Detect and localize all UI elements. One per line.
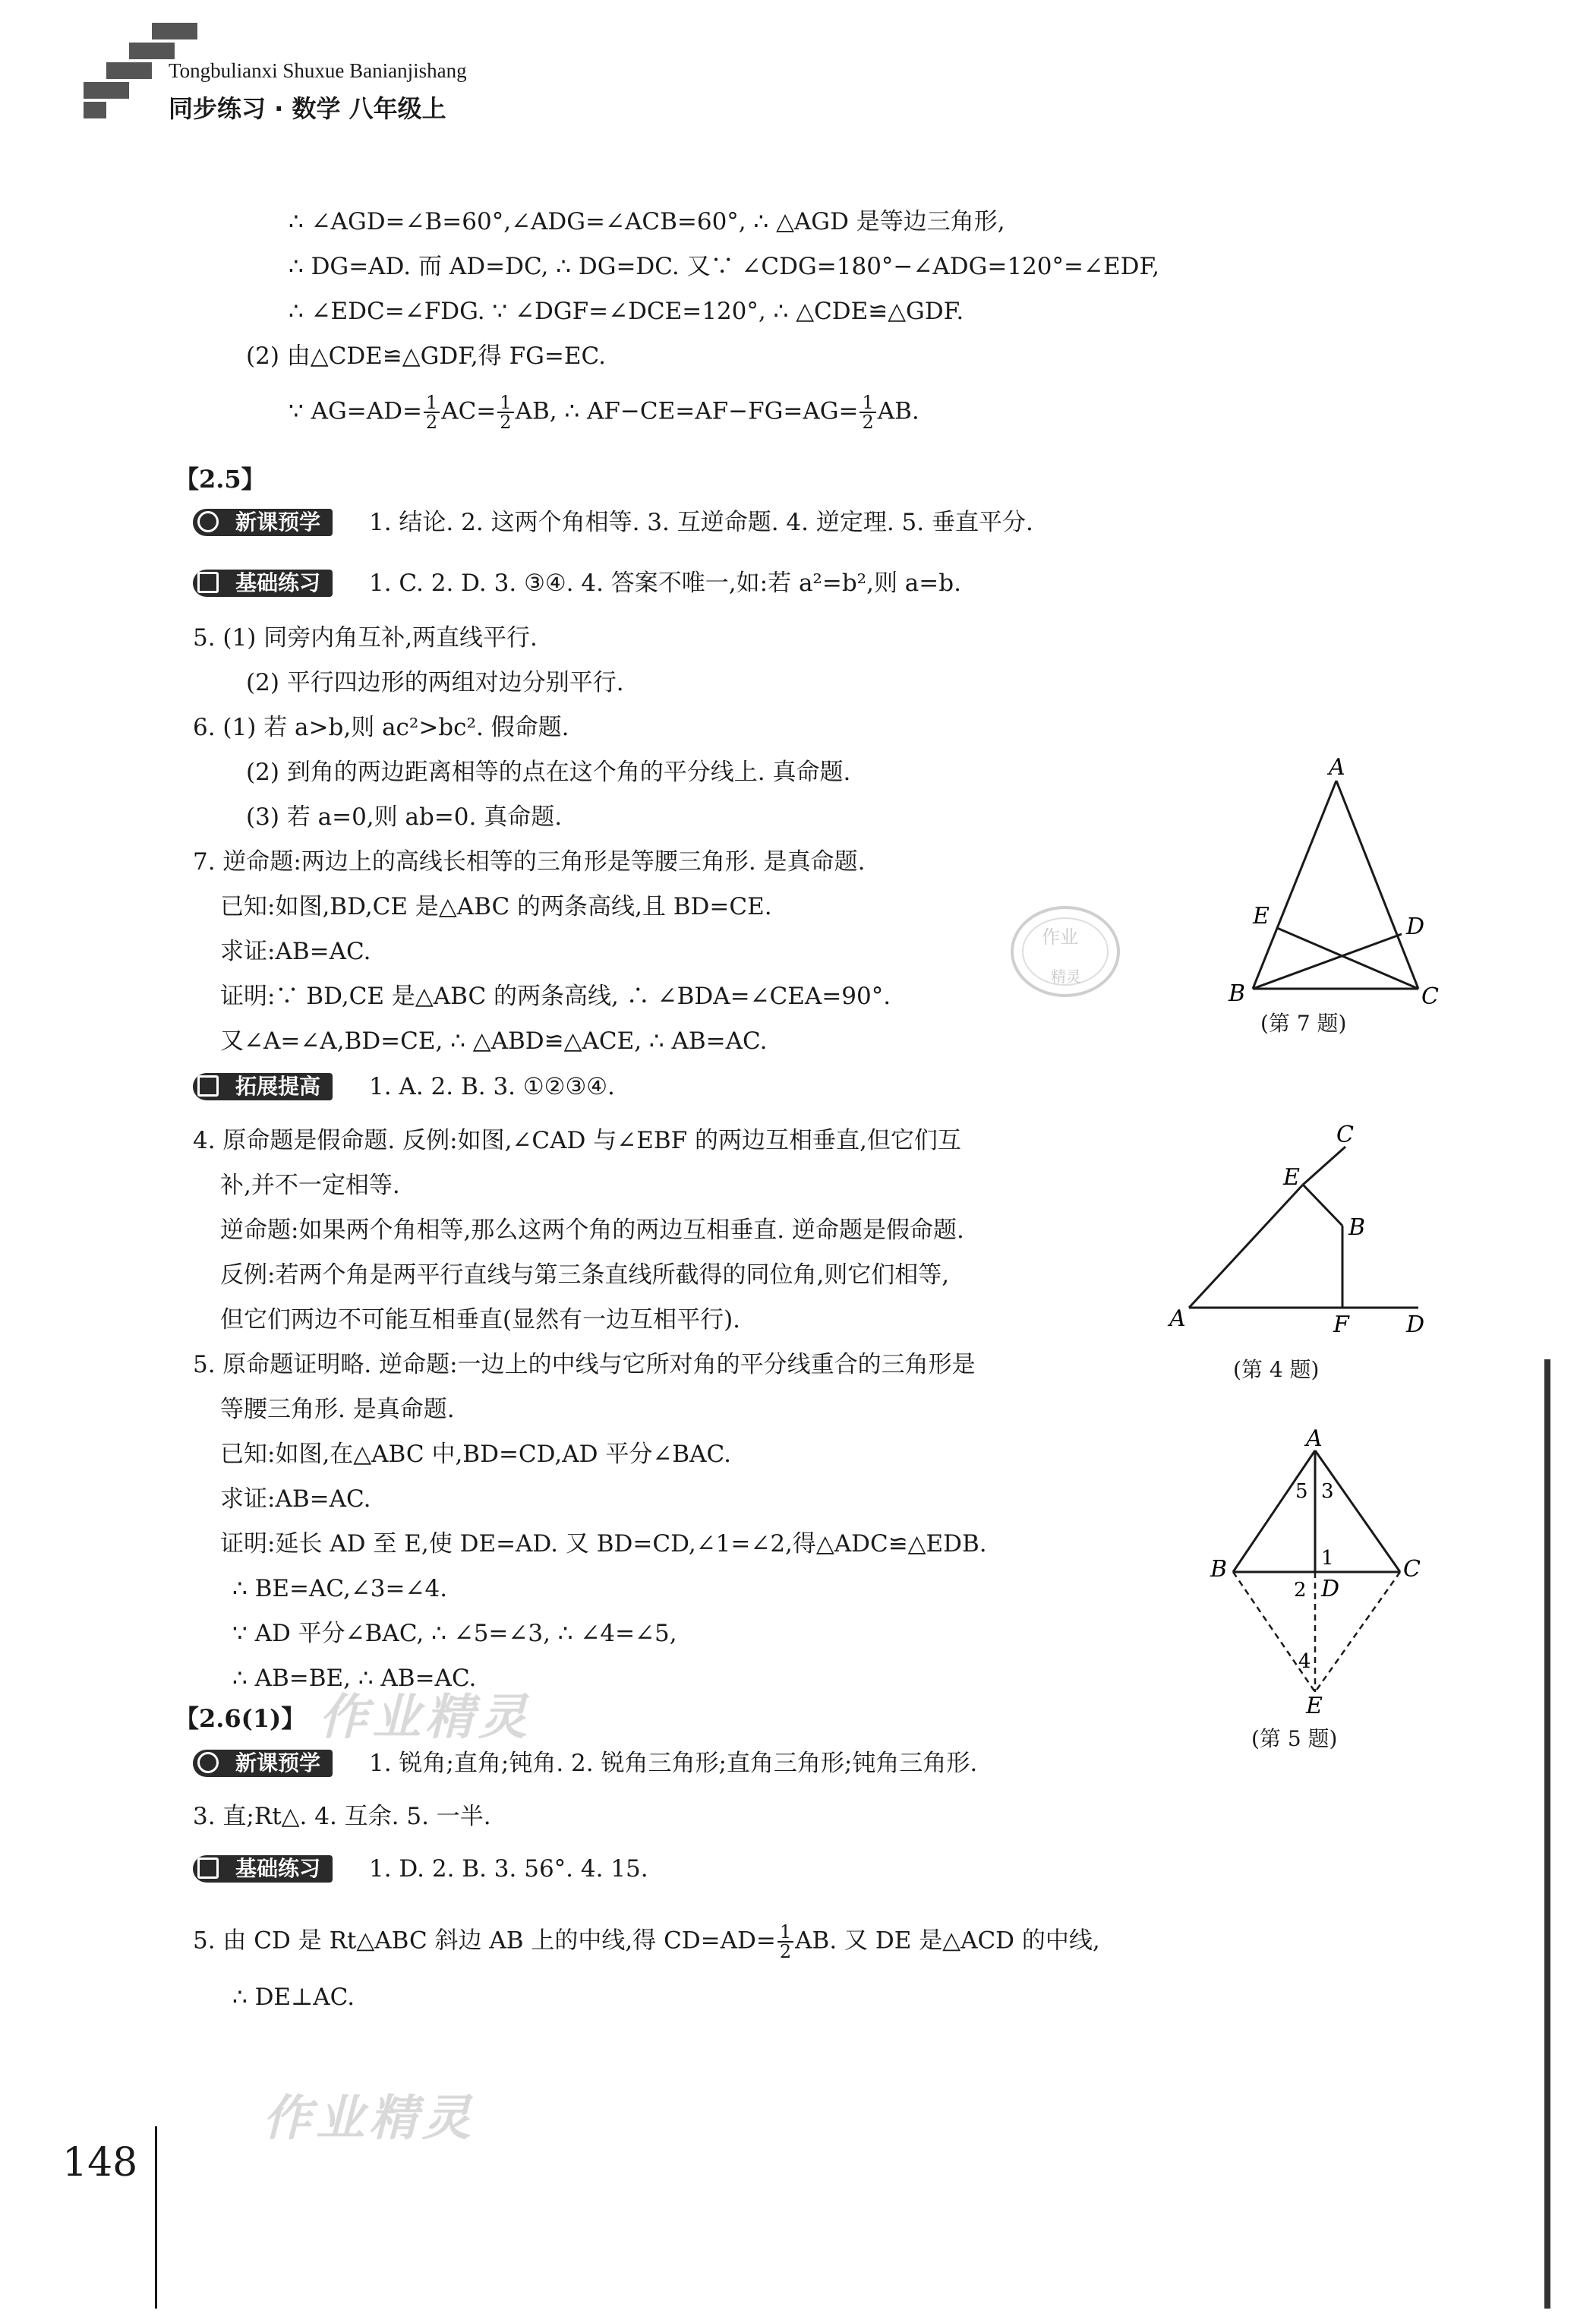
figure-label-1: 1	[1321, 1547, 1334, 1570]
text-line: 又∠A=∠A,BD=CE, ∴ △ABD≌△ACE, ∴ AB=AC.	[220, 1027, 768, 1055]
text-line: 3. 直;Rt△. 4. 互余. 5. 一半.	[193, 1803, 491, 1830]
badge-preview	[193, 1750, 333, 1777]
figure-label-4: 4	[1298, 1650, 1311, 1673]
text-line: ∴ ∠EDC=∠FDG. ∵ ∠DGF=∠DCE=120°, ∴ △CDE≌△GDF.	[289, 298, 964, 325]
book-icon	[197, 1857, 219, 1879]
figure-caption: (第 5 题)	[1251, 1726, 1338, 1751]
book-icon	[197, 572, 219, 593]
text-line: 1. D. 2. B. 3. 56°. 4. 15.	[369, 1855, 648, 1883]
text-line: 已知:如图,在△ABC 中,BD=CD,AD 平分∠BAC.	[220, 1441, 731, 1468]
clock-icon	[197, 1752, 219, 1773]
fraction-numerator: 1	[497, 393, 513, 413]
figure-label-3: 3	[1321, 1480, 1334, 1503]
figure-label-5: 5	[1295, 1480, 1308, 1503]
header-title: 同步练习 · 数学 八年级上	[169, 94, 446, 123]
book-icon	[197, 1075, 219, 1097]
section-title: 【2.5】	[175, 465, 266, 494]
clock-icon	[197, 511, 219, 532]
figure-label-2: 2	[1294, 1579, 1307, 1602]
fraction-denominator: 2	[779, 1941, 792, 1962]
text-line-fractions	[289, 393, 919, 431]
text-line: 1. C. 2. D. 3. ③④. 4. 答案不唯一,如:若 a²=b²,则 a=b.	[369, 570, 961, 597]
text-segment: AB.	[877, 397, 919, 425]
text-line: ∵ AD 平分∠BAC, ∴ ∠5=∠3, ∴ ∠4=∠5,	[232, 1620, 677, 1647]
text-line: 但它们两边不可能互相垂直(显然有一边互相平行).	[220, 1306, 741, 1334]
text-line: ∴ DE⊥AC.	[232, 1984, 355, 2011]
text-line: 7. 逆命题:两边上的高线长相等的三角形是等腰三角形. 是真命题.	[193, 848, 866, 876]
text-segment: AC=	[441, 397, 497, 425]
text-line: 1. A. 2. B. 3. ①②③④.	[369, 1073, 615, 1100]
text-line: 证明:∵ BD,CE 是△ABC 的两条高线, ∴ ∠BDA=∠CEA=90°.	[220, 983, 891, 1010]
text-line: 已知:如图,BD,CE 是△ABC 的两条高线,且 BD=CE.	[220, 893, 772, 920]
text-line: 5. 原命题证明略. 逆命题:一边上的中线与它所对角的平分线重合的三角形是	[193, 1351, 976, 1378]
badge-preview	[193, 509, 333, 536]
watermark-text: 作业精灵	[263, 2091, 475, 2147]
fraction-half	[777, 1923, 793, 1961]
text-line: 证明:延长 AD 至 E,使 DE=AD. 又 BD=CD,∠1=∠2,得△ADC≌△EDB.	[220, 1530, 987, 1558]
figure-label-B: B	[1210, 1556, 1228, 1583]
text-line: 求证:AB=AC.	[220, 1485, 371, 1513]
text-line: (2) 由△CDE≌△GDF,得 FG=EC.	[246, 342, 606, 370]
badge-label: 基础练习	[235, 570, 321, 595]
figure-caption: (第 7 题)	[1260, 1011, 1347, 1036]
text-line: 等腰三角形. 是真命题.	[220, 1396, 455, 1423]
text-line: 1. 结论. 2. 这两个角相等. 3. 互逆命题. 4. 逆定理. 5. 垂直平分.	[369, 509, 1033, 536]
figure-5	[1200, 1428, 1443, 1716]
text-line-fractions	[193, 1923, 1100, 1961]
text-line: 1. 锐角;直角;钝角. 2. 锐角三角形;直角三角形;钝角三角形.	[369, 1750, 978, 1777]
text-line: 反例:若两个角是两平行直线与第三条直线所截得的同位角,则它们相等,	[220, 1261, 950, 1289]
section-title: 【2.6(1)】	[175, 1704, 306, 1733]
badge-label: 基础练习	[235, 1856, 321, 1881]
text-line: (2) 到角的两边距离相等的点在这个角的平分线上. 真命题.	[246, 759, 851, 786]
badge-extension	[193, 1073, 333, 1100]
badge-basic	[193, 1855, 333, 1883]
badge-label: 拓展提高	[235, 1074, 321, 1099]
watermark-text: 精灵	[1051, 967, 1081, 986]
figure-label-A: A	[1169, 1305, 1186, 1332]
fraction-half	[497, 393, 513, 431]
fraction-numerator: 1	[860, 393, 875, 413]
watermark-text: 作业	[1042, 926, 1078, 948]
figure-4	[1154, 1116, 1450, 1344]
badge-label: 新课预学	[235, 510, 321, 535]
fraction-denominator: 2	[862, 412, 874, 433]
figure-label-E: E	[1253, 903, 1270, 930]
figure-label-A: A	[1329, 754, 1345, 781]
text-line: 4. 原命题是假命题. 反例:如图,∠CAD 与∠EBF 的两边互相垂直,但它们互	[193, 1127, 961, 1154]
watermark-text: 作业精灵	[319, 1690, 531, 1746]
figure-caption: (第 4 题)	[1233, 1357, 1320, 1382]
figure-label-C: C	[1336, 1122, 1354, 1148]
fraction-denominator: 2	[425, 412, 438, 433]
text-line: 5. (1) 同旁内角互补,两直线平行.	[193, 624, 538, 652]
text-line: 补,并不一定相等.	[220, 1172, 400, 1199]
text-segment: AB, ∴ AF−CE=AF−FG=AG=	[515, 397, 859, 425]
fraction-half	[424, 393, 440, 431]
fraction-numerator: 1	[777, 1923, 793, 1943]
figure-label-D: D	[1406, 1311, 1425, 1338]
figure-label-D: D	[1321, 1576, 1340, 1602]
badge-label: 新课预学	[235, 1750, 321, 1775]
figure-label-F: F	[1333, 1311, 1349, 1338]
figure-label-B: B	[1348, 1214, 1366, 1241]
figure-label-C: C	[1421, 983, 1439, 1010]
figure-label-A: A	[1306, 1428, 1323, 1452]
text-line: ∴ ∠AGD=∠B=60°,∠ADG=∠ACB=60°, ∴ △AGD 是等边三角形,	[289, 208, 1005, 235]
text-line: ∴ BE=AC,∠3=∠4.	[232, 1575, 448, 1602]
page-number: 148	[62, 2140, 138, 2186]
text-line: ∴ AB=BE, ∴ AB=AC.	[232, 1665, 477, 1692]
figure-label-D: D	[1406, 914, 1425, 940]
figure-7	[1215, 752, 1443, 1025]
text-line: 求证:AB=AC.	[220, 938, 371, 965]
right-edge-shadow	[1544, 1359, 1550, 2309]
text-segment: AB. 又 DE 是△ACD 的中线,	[795, 1927, 1100, 1955]
margin-rule	[155, 2126, 157, 2309]
fraction-denominator: 2	[500, 412, 512, 433]
figure-label-E: E	[1283, 1164, 1300, 1191]
text-line: ∴ DG=AD. 而 AD=DC, ∴ DG=DC. 又∵ ∠CDG=180°−∠ADG=120°=∠EDF,	[289, 253, 1159, 280]
watermark-stamp	[1008, 902, 1122, 1001]
text-line: (3) 若 a=0,则 ab=0. 真命题.	[246, 803, 563, 831]
text-line: (2) 平行四边形的两组对边分别平行.	[246, 669, 624, 696]
figure-label-E: E	[1306, 1693, 1323, 1716]
text-segment: 5. 由 CD 是 Rt△ABC 斜边 AB 上的中线,得 CD=AD=	[193, 1927, 776, 1955]
fraction-half	[860, 393, 875, 431]
figure-label-B: B	[1229, 980, 1246, 1007]
text-segment: ∵ AG=AD=	[289, 397, 422, 425]
fraction-numerator: 1	[424, 393, 440, 413]
text-line: 逆命题:如果两个角相等,那么这两个角的两边互相垂直. 逆命题是假命题.	[220, 1217, 964, 1244]
figure-label-C: C	[1403, 1556, 1421, 1583]
text-line: 6. (1) 若 a>b,则 ac²>bc². 假命题.	[193, 714, 569, 741]
header-pinyin: Tongbulianxi Shuxue Banianjishang	[169, 59, 467, 82]
badge-basic	[193, 570, 333, 597]
